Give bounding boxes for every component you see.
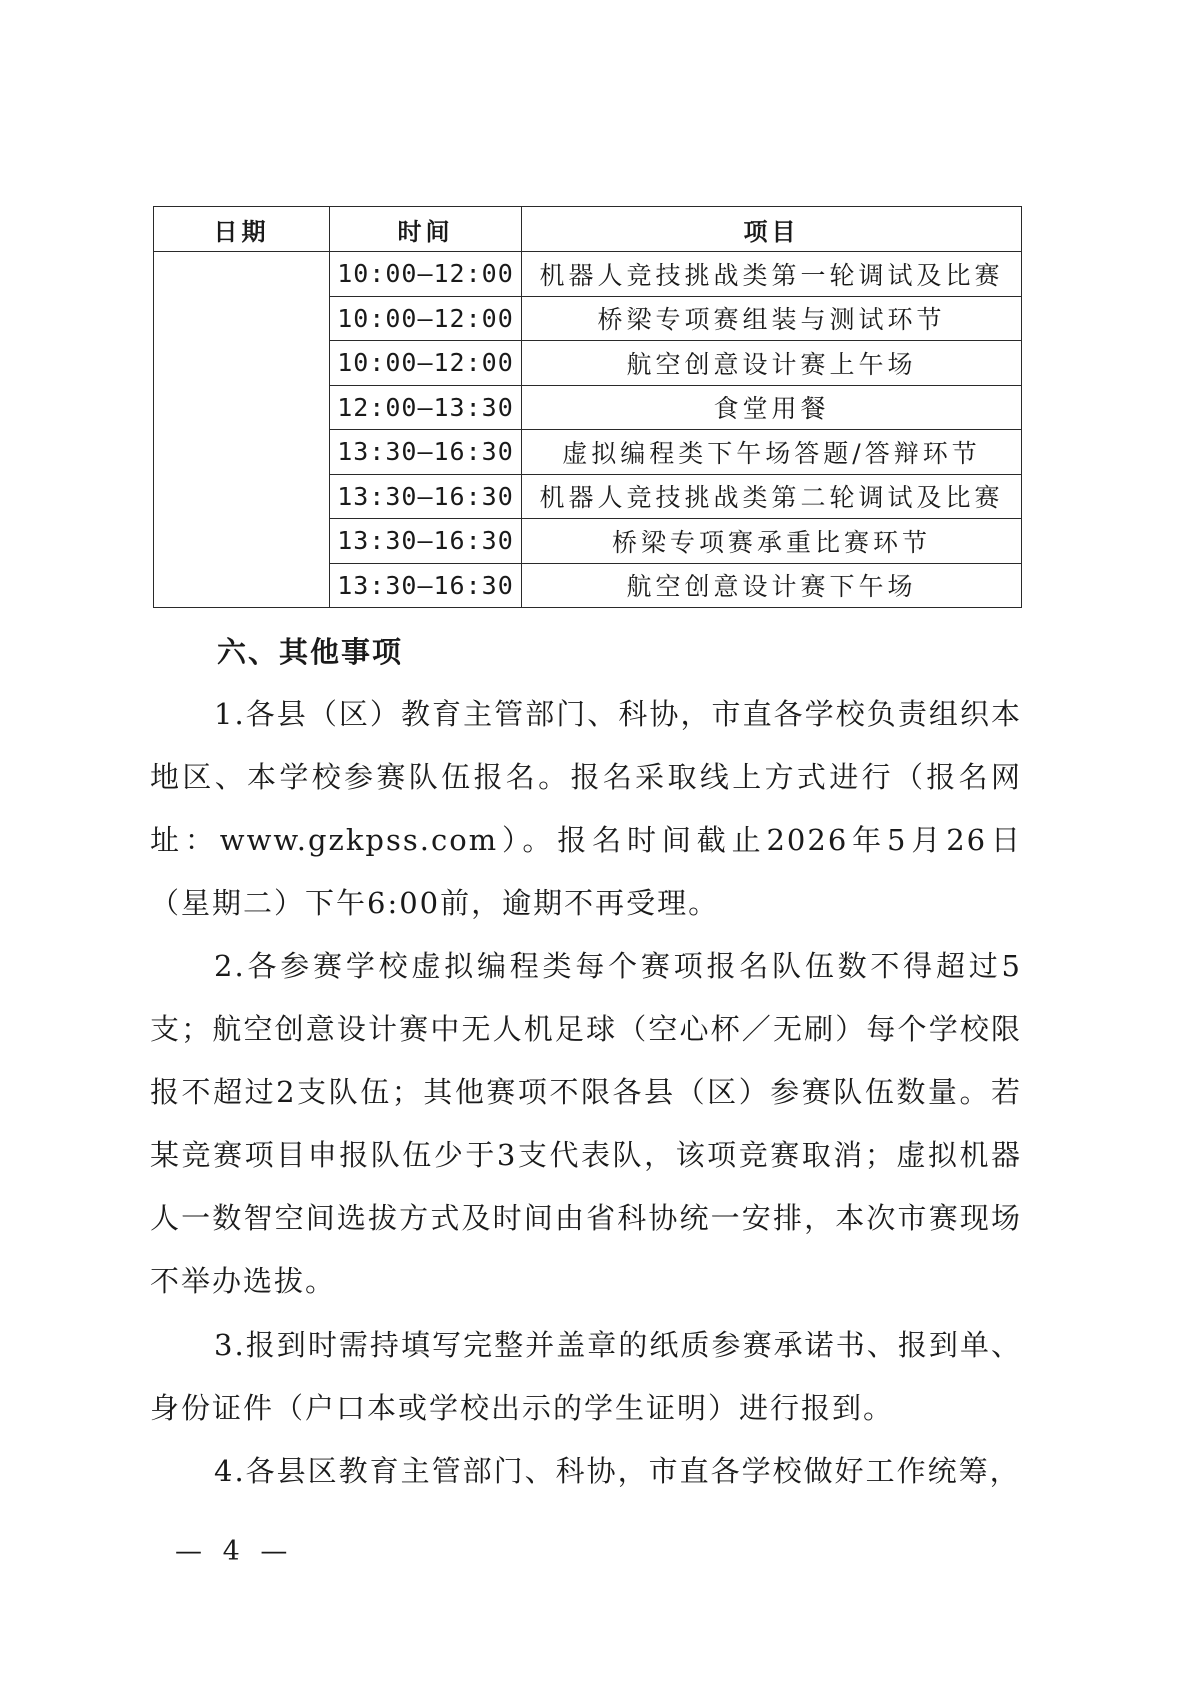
header-time: 时间 <box>330 207 522 252</box>
page-number: — 4 — <box>175 1536 294 1567</box>
paragraph-1: 1.各县（区）教育主管部门、科协，市直各学校负责组织本地区、本学校参赛队伍报名。报名采取线上方式进行（报名网址：www.gzkpss.com）。报名时间截止2026年5月26日（星期二）下午6:00前，逾期不再受理。 <box>150 697 1022 920</box>
section-heading: 六、其他事项 <box>217 635 404 669</box>
item-cell: 航空创意设计赛上午场 <box>522 341 1022 386</box>
table-row <box>154 252 1022 297</box>
time-cell: 13:30—16:30 <box>330 474 522 519</box>
schedule-table <box>153 206 1022 608</box>
item-cell: 航空创意设计赛下午场 <box>522 563 1022 608</box>
time-cell: 13:30—16:30 <box>330 563 522 608</box>
paragraph-3: 3.报到时需持填写完整并盖章的纸质参赛承诺书、报到单、身份证件（户口本或学校出示的学生证明）进行报到。 <box>150 1328 1022 1425</box>
time-cell: 10:00—12:00 <box>330 296 522 341</box>
item-cell: 桥梁专项赛承重比赛环节 <box>522 519 1022 564</box>
item-cell: 机器人竞技挑战类第二轮调试及比赛 <box>522 474 1022 519</box>
item-cell: 机器人竞技挑战类第一轮调试及比赛 <box>522 252 1022 297</box>
item-cell: 桥梁专项赛组装与测试环节 <box>522 296 1022 341</box>
table-header-row <box>154 207 1022 252</box>
item-cell: 虚拟编程类下午场答题/答辩环节 <box>522 430 1022 475</box>
paragraph-4: 4.各县区教育主管部门、科协，市直各学校做好工作统筹， <box>214 1454 1021 1488</box>
time-cell: 12:00—13:30 <box>330 385 522 430</box>
item-cell: 食堂用餐 <box>522 385 1022 430</box>
date-cell <box>154 252 330 608</box>
time-cell: 13:30—16:30 <box>330 430 522 475</box>
time-cell: 13:30—16:30 <box>330 519 522 564</box>
header-date: 日期 <box>154 207 330 252</box>
time-cell: 10:00—12:00 <box>330 252 522 297</box>
header-item: 项目 <box>522 207 1022 252</box>
time-cell: 10:00—12:00 <box>330 341 522 386</box>
paragraph-2: 2.各参赛学校虚拟编程类每个赛项报名队伍数不得超过5支；航空创意设计赛中无人机足球（空心杯／无刷）每个学校限报不超过2支队伍；其他赛项不限各县（区）参赛队伍数量。若某竞赛项目申报队伍少于3支代表队，该项竞赛取消；虚拟机器人一数智空间选拔方式及时间由省科协统一安排，本次市赛现场不举办选拔。 <box>150 949 1022 1298</box>
